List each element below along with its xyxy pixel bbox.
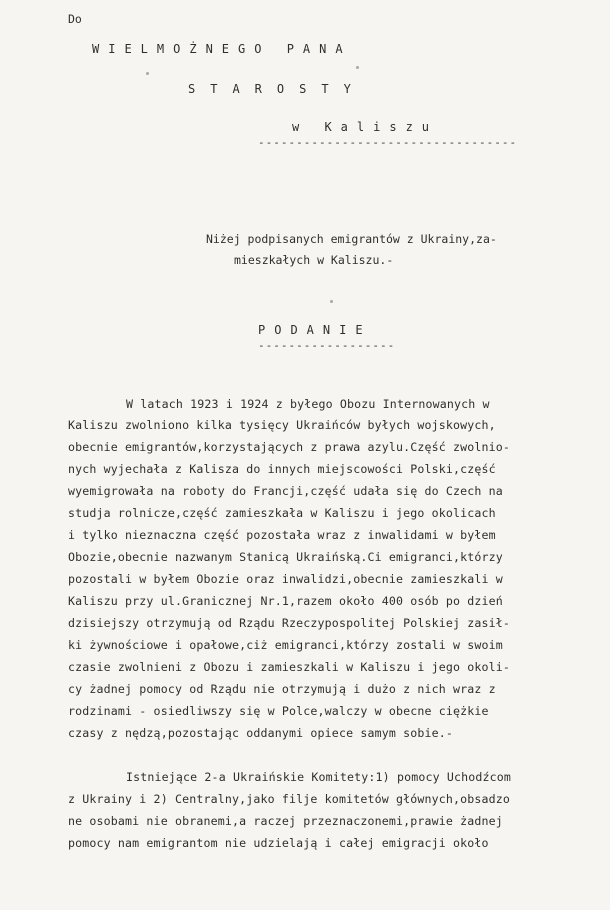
document-title: PODANIE xyxy=(258,323,372,337)
paper-speck xyxy=(356,66,359,69)
body-line: ne osobami nie obranemi,a raczej przeznaczonemi,prawie żadnej xyxy=(68,814,503,828)
sender-line-2: mieszkałych w Kaliszu.- xyxy=(234,253,394,267)
addressee-line-2: STAROSTY xyxy=(188,82,366,96)
body-line: rodzinami - osiedliwszy się w Polce,walczy w obecne ciężkie xyxy=(68,704,489,718)
body-line: obecnie emigrantów,korzystających z prawa azylu.Część zwolnio- xyxy=(68,440,511,454)
body-line: ki żywnościowe i opałowe,ciż emigranci,którzy zostali w swoim xyxy=(68,638,503,652)
body-line: i tylko nieznaczna część pozostała wraz z inwalidami w byłem xyxy=(68,528,496,542)
addressee-line-1: WIELMOŻNEGO PANA xyxy=(92,42,352,56)
body-line: z Ukrainy i 2) Centralny,jako filje komitetów głównych,obsadzo xyxy=(68,792,511,806)
body-line: dzisiejszy otrzymują od Rządu Rzeczypospolitej Polskiej zasił- xyxy=(68,616,511,630)
body-line: czasy z nędzą,pozostając oddanymi opiece samym sobie.- xyxy=(68,726,454,740)
paper-speck xyxy=(146,72,149,75)
body-line: W latach 1923 i 1924 z byłego Obozu Internowanych w xyxy=(126,397,490,411)
paper-speck xyxy=(330,300,333,303)
body-line: Kaliszu zwolniono kilka tysięcy Ukraińców byłych wojskowych, xyxy=(68,418,496,432)
body-line: pozostali w byłem Obozie oraz inwalidzi,obecnie zamieszkali w xyxy=(68,572,503,586)
body-line: nych wyjechała z Kalisza do innych miejscowości Polski,część xyxy=(68,462,496,476)
addressee-line-3: w Kaliszu xyxy=(292,120,439,134)
body-line: wyemigrowała na roboty do Francji,część udała się do Czech na xyxy=(68,484,503,498)
addressee-prefix: Do xyxy=(68,12,82,26)
body-line: czasie zwolnieni z Obozu i zamieszkali w Kaliszu i jego okoli- xyxy=(68,660,511,674)
title-underline: ------------------ xyxy=(258,339,396,352)
body-line: studja rolnicze,część zamieszkała w Kaliszu i jego okolicach xyxy=(68,506,496,520)
sender-line-1: Niżej podpisanych emigrantów z Ukrainy,za- xyxy=(206,232,497,246)
body-line: pomocy nam emigrantom nie udzielają i całej emigracji około xyxy=(68,836,489,850)
addressee-underline: ---------------------------------- xyxy=(258,136,518,149)
body-line: Kaliszu przy ul.Granicznej Nr.1,razem około 400 osób po dzień xyxy=(68,594,503,608)
body-line: cy żadnej pomocy od Rządu nie otrzymują i dużo z nich wraz z xyxy=(68,682,496,696)
body-line: Istniejące 2-a Ukraińskie Komitety:1) pomocy Uchodźcom xyxy=(126,770,512,784)
body-line: Obozie,obecnie nazwanym Stanicą Ukraińską.Ci emigranci,którzy xyxy=(68,550,503,564)
